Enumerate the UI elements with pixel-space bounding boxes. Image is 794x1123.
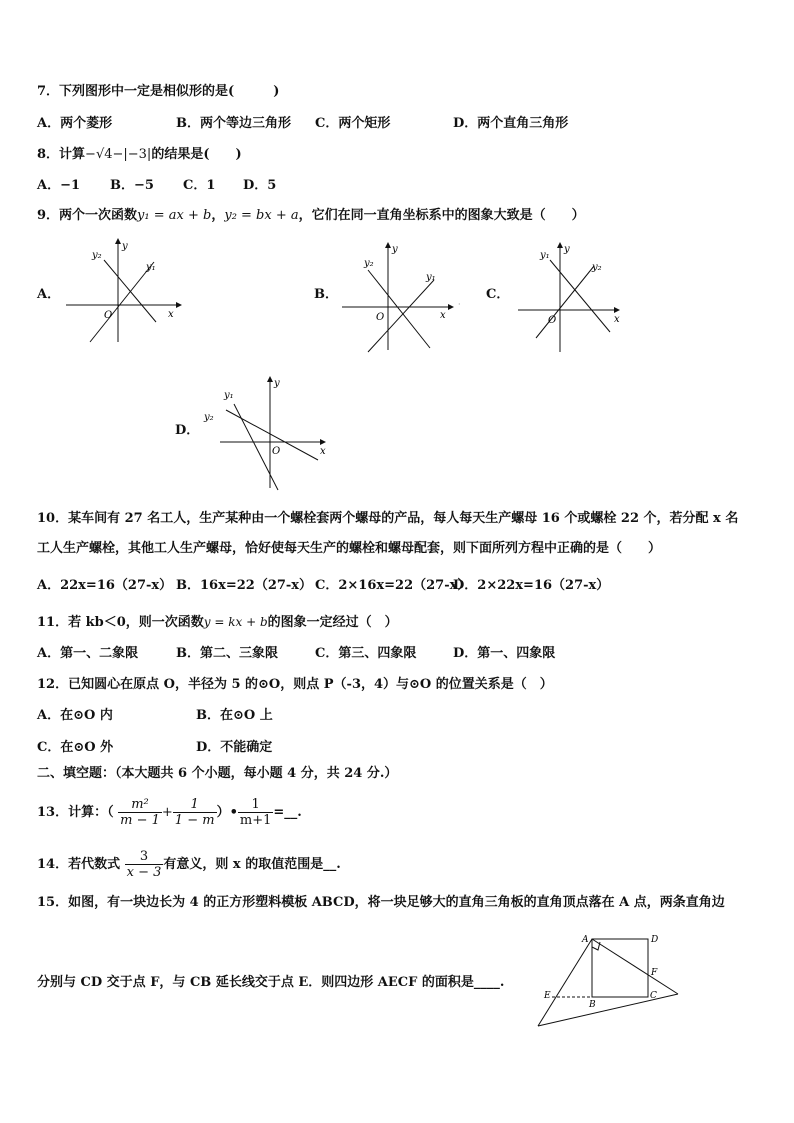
q9-graph-b-y1-label: y₁ [426,272,436,283]
q9-y1-expression: y₁ = ax + b [137,208,212,223]
q13-fraction-3-denominator: m+1 [239,813,272,828]
q14-fraction-numerator: 3 [125,849,164,865]
q7-option-d: D．两个直角三角形 [453,116,569,131]
q9-graph-c-y2-label: y₂ [592,262,602,273]
q9-graph-d-y1-label: y₁ [224,390,234,401]
q10-option-b: B．16x=22（27-x） [176,578,313,593]
q12-option-b: B．在⊙O 上 [196,708,273,723]
q9-graph-b-y-label: y [392,244,398,255]
q11-expression: y = kx + b [203,615,268,629]
q9-graph-a-y1-label: y₁ [146,262,156,273]
q9-separator: ， [211,208,225,223]
q9-graph-d-origin: O [272,446,281,457]
q9-graph-d [204,376,336,492]
q15-label-a: A [582,935,589,945]
q10-stem-line1: 10．某车间有 27 名工人，生产某种由一个螺栓套两个螺母的产品，每人每天生产螺母 16 个或螺栓 22 个，若分配 x 名 [37,511,739,526]
q10-option-d: D．2×22x=16（27-x） [453,578,610,593]
q9-option-b: B． [314,287,338,302]
q8-stem-post: 的结果是( ) [151,147,242,162]
q7-option-b: B．两个等边三角形 [176,116,291,131]
q9-stem [37,208,585,224]
q9-graph-b-x-label: x [440,310,446,321]
q9-graph-b-origin: O [376,312,385,323]
q9-option-c: C． [486,287,510,302]
q9-stem-pre: 9．两个一次函数 [37,208,138,223]
q11-stem-pre: 11．若 kb＜0，则一次函数 [37,615,204,630]
q15-label-e: E [544,991,551,1001]
q8-expression: −√4−|−3| [85,147,152,162]
q9-stem-post: ，它们在同一直角坐标系中的图象大致是（ ） [298,208,585,223]
section-title-fill-in: 二、填空题：（本大题共 6 个小题，每小题 4 分，共 24 分.） [37,766,398,781]
q10-stem-line2: 工人生产螺栓，其他工人生产螺母，恰好使每天生产的螺栓和螺母配套，则下面所列方程中正确的是（ ） [37,541,662,556]
q15-figure [534,930,686,1030]
q11-option-b: B．第二、三象限 [176,646,278,661]
q7-option-a: A．两个菱形 [37,116,113,131]
q8-option-b: B．−5 [110,178,154,193]
q11-option-a: A．第一、二象限 [37,646,139,661]
q13-fraction-1-denominator: m − 1 [120,813,160,828]
q15-label-f: F [651,968,658,978]
q8-option-c: C．1 [183,178,216,193]
q13-fraction-1 [118,797,162,828]
q15-stem-line2: 分别与 CD 交于点 F，与 CB 延长线交于点 E．则四边形 AECF 的面积是____. [37,975,505,990]
q12-option-a: A．在⊙O 内 [37,708,113,723]
q9-graph-a-y-label: y [122,241,128,252]
q8-stem [37,147,242,163]
q9-option-a: A． [37,287,61,302]
q9-graph-a [62,238,186,346]
q13-fraction-1-numerator: m² [118,797,162,813]
q8-stem-pre: 8．计算 [37,147,86,162]
q15-stem-line1: 15．如图，有一块边长为 4 的正方形塑料模板 ABCD，将一块足够大的直角三角板的直角顶点落在 A 点，两条直角边 [37,895,725,910]
q12-option-d: D．不能确定 [196,740,273,755]
q7-stem: 7．下列图形中一定是相似形的是( ) [37,84,280,99]
q9-graph-a-origin: O [104,310,113,321]
q15-label-c: C [650,991,657,1001]
q11-stem [37,614,398,631]
q7-option-c: C．两个矩形 [315,116,391,131]
q9-graph-b [338,240,464,354]
q10-option-a: A．22x=16（27-x） [37,578,173,593]
q11-stem-post: 的图象一定经过（ ） [267,615,398,630]
q10-option-c: C．2×16x=22（27-x） [315,578,471,593]
q9-graph-a-x-label: x [168,309,174,320]
q13-fraction-2-numerator: 1 [173,797,217,813]
q8-option-a: A．−1 [37,178,81,193]
q13-fraction-2 [173,797,217,828]
q13-mid: ）• [216,805,238,820]
q9-graph-a-y2-label: y₂ [92,250,102,261]
q15-label-b: B [589,1000,596,1010]
q11-option-d: D．第一、四象限 [453,646,556,661]
q13-plus: + [161,805,173,820]
q9-graph-d-y-label: y [274,378,280,389]
q13-stem [37,794,302,832]
q15-label-d: D [651,935,659,945]
stray-dot: · [458,300,461,309]
q14-fraction-denominator: x − 3 [126,865,162,880]
q13-pre: 13．计算：（ [37,805,114,820]
q9-graph-d-x-label: x [320,446,326,457]
q14-pre: 14．若代数式 [37,857,121,872]
q9-graph-d-y2-label: y₂ [204,412,214,423]
q9-graph-c-origin: O [548,315,557,326]
q13-fraction-3-numerator: 1 [238,797,274,813]
q9-graph-c [514,240,626,354]
q14-fraction [125,849,164,880]
q9-y2-expression: y₂ = bx + a [224,208,299,223]
q9-graph-b-y2-label: y₂ [364,258,374,269]
q9-graph-c-x-label: x [614,314,620,325]
q11-option-c: C．第三、四象限 [315,646,417,661]
q14-stem [37,846,341,884]
q12-option-c: C．在⊙O 外 [37,740,114,755]
q9-graph-c-y-label: y [564,244,570,255]
q8-option-d: D．5 [243,178,277,193]
q14-post: 有意义，则 x 的取值范围是__. [163,857,341,872]
q13-post: =__. [273,805,302,820]
q12-stem: 12．已知圆心在原点 O，半径为 5 的⊙O，则点 P（-3，4）与⊙O 的位置关系是（ ） [37,677,553,692]
q13-fraction-3 [238,797,274,828]
q9-graph-c-y1-label: y₁ [540,250,550,261]
q13-fraction-2-denominator: 1 − m [174,813,215,828]
q9-option-d: D． [175,423,200,438]
